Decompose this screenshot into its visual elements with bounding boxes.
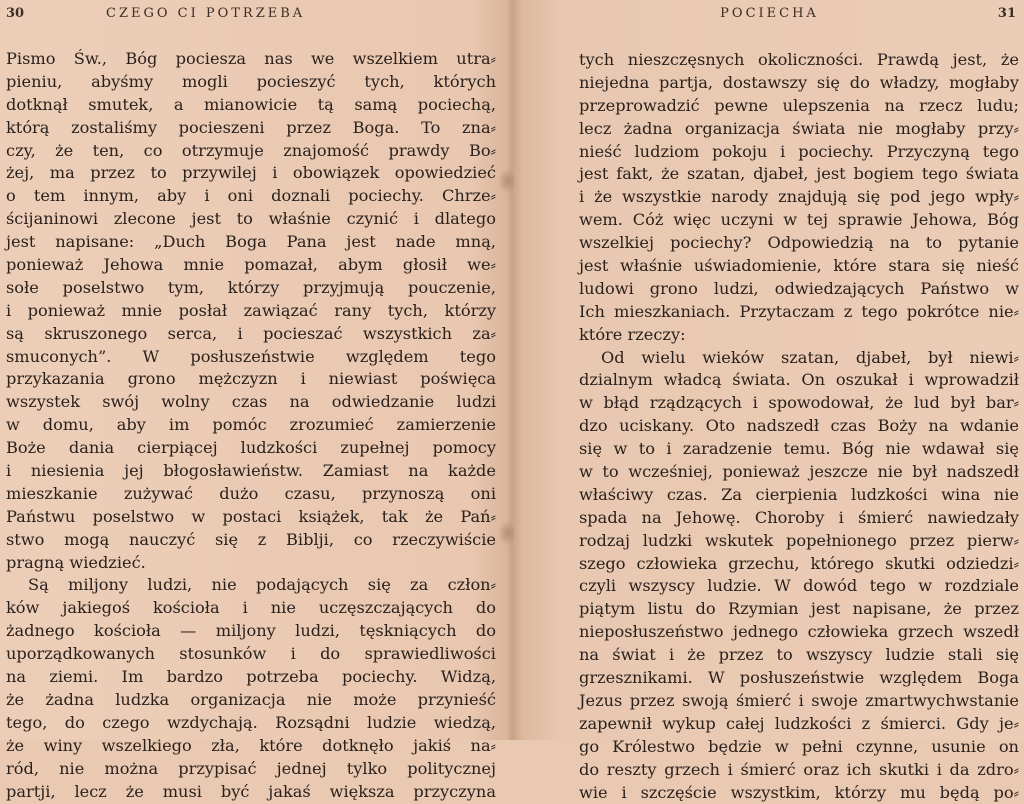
text-line: jest fakt, że szatan, djabeł, jest bogiem tego świata bbox=[579, 163, 1019, 186]
text-line: na ziemi. Im bardzo potrzeba pociechy. Widzą, bbox=[6, 666, 496, 689]
text-line: Ich mieszkaniach. Przytaczam z tego pokrótce nie⸗ bbox=[579, 301, 1019, 324]
text-line: ków jakiegoś kościoła i nie uczęszczających do bbox=[6, 597, 496, 620]
text-line: i ponieważ mnie posłał zawiązać rany tych, którzy bbox=[6, 300, 496, 323]
right-page-number: 31 bbox=[998, 6, 1016, 21]
text-line: go Królestwo będzie w pełni czynne, usunie on bbox=[579, 736, 1019, 759]
text-line: zapewnił wykup całej ludzkości z śmierci. Gdy je⸗ bbox=[579, 713, 1019, 736]
left-running-title: CZEGO CI POTRZEBA bbox=[60, 6, 505, 21]
right-page-header bbox=[515, 6, 1024, 28]
text-line: sołe poselstwo tym, którzy przyjmują pouczenie, bbox=[6, 277, 496, 300]
text-line: i że wszystkie narody znajdują się pod jego wpły⸗ bbox=[579, 186, 1019, 209]
text-line: nieść ludziom pokoju i pociechy. Przyczyną tego bbox=[579, 141, 1019, 164]
text-line: przeprowadzić pewne ulepszenia na rzecz ludu; bbox=[579, 95, 1019, 118]
text-line: że winy wszelkiego zła, które dotknęło jakiś na⸗ bbox=[6, 735, 496, 758]
text-line: do reszty grzech i śmierć oraz ich skutki i da zdro⸗ bbox=[579, 759, 1019, 782]
text-line: wem. Cóż więc uczyni w tej sprawie Jehowa, Bóg bbox=[579, 209, 1019, 232]
text-line: Jezus przez swoją śmierć i swoje zmartwychwstanie bbox=[579, 690, 1019, 713]
left-page-number: 30 bbox=[6, 6, 24, 21]
text-line: jest napisane: „Duch Boga Pana jest nade mną, bbox=[6, 231, 496, 254]
text-line: właściwy czas. Za cierpienia ludzkości wina nie bbox=[579, 484, 1019, 507]
text-line: które rzeczy: bbox=[579, 324, 1019, 347]
left-page-header bbox=[0, 6, 505, 28]
text-line: wie i szczęście wszystkim, którzy mu będą po⸗ bbox=[579, 782, 1019, 804]
text-line: wszelkiej pociechy? Odpowiedzią na to pytanie bbox=[579, 232, 1019, 255]
text-line: rodzaj ludzki wskutek popełnionego przez pierw⸗ bbox=[579, 530, 1019, 553]
text-line: którą zostaliśmy pocieszeni przez Boga. To zna⸗ bbox=[6, 117, 496, 140]
text-line: są skruszonego serca, i pocieszać wszystkich za⸗ bbox=[6, 323, 496, 346]
text-line: o tem innym, aby i oni doznali pociechy. Chrze⸗ bbox=[6, 185, 496, 208]
left-page bbox=[0, 0, 505, 740]
text-line: tego, do czego wzdychają. Rozsądni ludzie wiedzą, bbox=[6, 712, 496, 735]
text-line: że żadna ludzka organizacja nie może przynieść bbox=[6, 689, 496, 712]
text-line: smuconych”. W posłuszeństwie względem tego bbox=[6, 346, 496, 369]
text-line: ród, nie można przypisać jednej tylko politycznej bbox=[6, 758, 496, 781]
text-line: jest właśnie uświadomienie, które stara się nieść bbox=[579, 255, 1019, 278]
right-page-body bbox=[579, 49, 1019, 804]
text-line: partji, lecz że musi być jakaś większa przyczyna bbox=[6, 781, 496, 804]
text-line: Pismo Św., Bóg pociesza nas we wszelkiem utra⸗ bbox=[6, 48, 496, 71]
text-line: żadnego kościoła — miljony ludzi, tęskniących do bbox=[6, 620, 496, 643]
text-line: niejedna partja, dostawszy się do władzy, mogłaby bbox=[579, 72, 1019, 95]
text-line: się w to i zaradzenie temu. Bóg nie wdawał się bbox=[579, 438, 1019, 461]
text-line: Boże dania cierpiącej ludzkości zupełnej pomocy bbox=[6, 437, 496, 460]
text-line: żej, ma przez to przywilej i obowiązek opowiedzieć bbox=[6, 162, 496, 185]
text-line: czyli wszyscy ludzie. W dowód tego w rozdziale bbox=[579, 575, 1019, 598]
text-line: w domu, aby im pomóc zrozumieć zamierzenie bbox=[6, 414, 496, 437]
text-line: dotknął smutek, a mianowicie tą samą pociechą, bbox=[6, 94, 496, 117]
left-page-body bbox=[6, 48, 496, 803]
text-line: Są miljony ludzi, nie podających się za człon⸗ bbox=[6, 574, 496, 597]
text-line: wszystek swój wolny czas na odwiedzanie ludzi bbox=[6, 391, 496, 414]
text-line: spada na Jehowę. Choroby i śmierć nawiedzały bbox=[579, 507, 1019, 530]
text-line: mieszkanie zużywać dużo czasu, przynoszą oni bbox=[6, 483, 496, 506]
text-line: tych nieszczęsnych okoliczności. Prawdą jest, że bbox=[579, 49, 1019, 72]
text-line: grzesznikami. W posłuszeństwie względem Boga bbox=[579, 667, 1019, 690]
text-line: lecz żadna organizacja świata nie mogłaby przy⸗ bbox=[579, 118, 1019, 141]
text-line: ponieważ Jehowa mnie pomazał, abym głosił we⸗ bbox=[6, 254, 496, 277]
text-line: ludowi grono ludzi, odwiedzających Państwo w bbox=[579, 278, 1019, 301]
text-line: dzialnym władcą świata. On oszukał i wprowadził bbox=[579, 369, 1019, 392]
text-line: w błąd rządzących i spowodował, że lud był bar⸗ bbox=[579, 392, 1019, 415]
text-line: szego człowieka grzechu, którego skutki odziedzi⸗ bbox=[579, 553, 1019, 576]
text-line: pragną wiedzieć. bbox=[6, 552, 496, 575]
text-line: przykazania grono mężczyzn i niewiast poświęca bbox=[6, 368, 496, 391]
text-line: ścijaninowi zlecone jest to właśnie czynić i dlatego bbox=[6, 208, 496, 231]
text-line: Od wielu wieków szatan, djabeł, był niewi⸗ bbox=[579, 347, 1019, 370]
right-running-title: POCIECHA bbox=[515, 6, 1024, 21]
text-line: czy, że ten, co otrzymuje znajomość prawdy Bo⸗ bbox=[6, 140, 496, 163]
text-line: piątym listu do Rzymian jest napisane, że przez bbox=[579, 598, 1019, 621]
right-page bbox=[515, 0, 1024, 740]
text-line: Państwu poselstwo w postaci książek, tak że Pań⸗ bbox=[6, 506, 496, 529]
text-line: na świat i że przez to wszyscy ludzie stali się bbox=[579, 644, 1019, 667]
text-line: dzo uciskany. Oto nadszedł czas Boży na wdanie bbox=[579, 415, 1019, 438]
text-line: pieniu, abyśmy mogli pocieszyć tych, których bbox=[6, 71, 496, 94]
text-line: nieposłuszeństwo jednego człowieka grzech wszedł bbox=[579, 621, 1019, 644]
text-line: stwo mogą nauczyć się z Biblji, co rzeczywiście bbox=[6, 529, 496, 552]
text-line: i niesienia jej błogosławieństw. Zamiast na każde bbox=[6, 460, 496, 483]
text-line: uporządkowanych stosunków i do sprawiedliwości bbox=[6, 643, 496, 666]
text-line: w to wcześniej, ponieważ jeszcze nie był nadszedł bbox=[579, 461, 1019, 484]
